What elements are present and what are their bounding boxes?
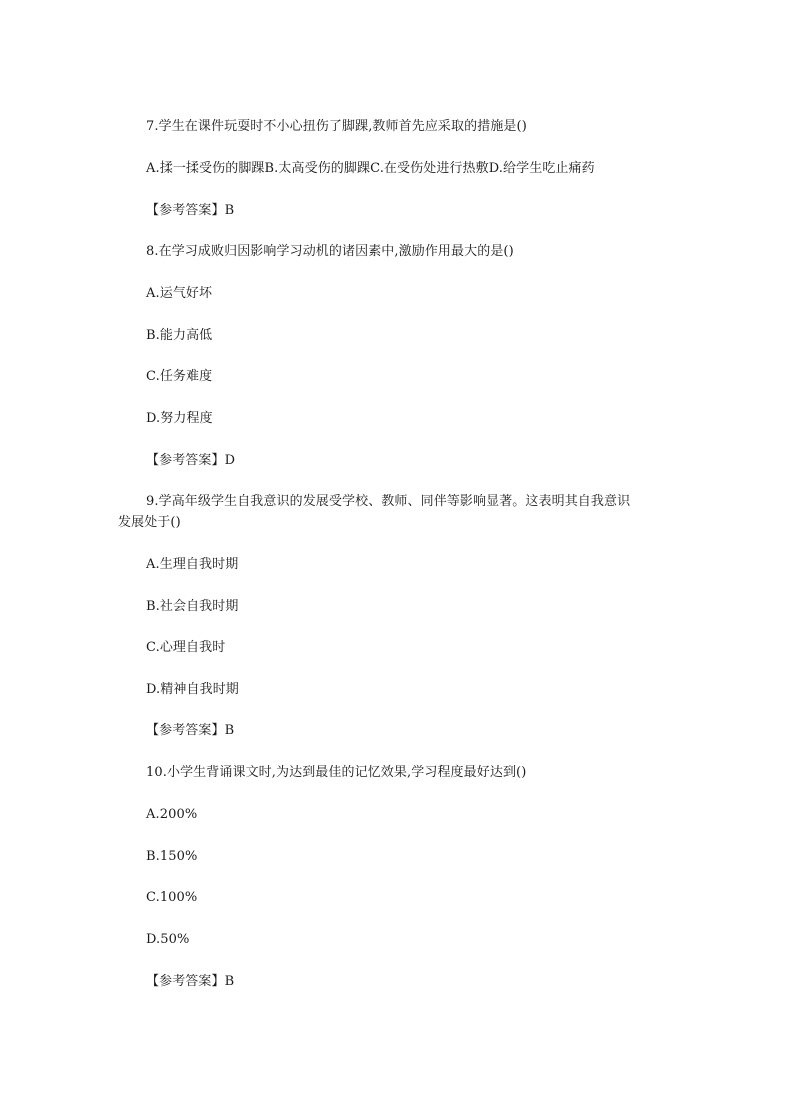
question-10-option-c: C.100% (146, 890, 198, 905)
question-10-option-b: B.150% (146, 849, 198, 864)
question-9-option-d: D.精神自我时期 (146, 682, 239, 697)
question-9-option-c: C.心理自我时 (146, 640, 226, 655)
question-9-option-a: A.生理自我时期 (146, 557, 239, 572)
question-10-stem: 10.小学生背诵课文时,为达到最佳的记忆效果,学习程度最好达到() (146, 765, 527, 780)
question-7-answer: 【参考答案】B (146, 203, 235, 218)
question-7-options: A.揉一揉受伤的脚踝B.太高受伤的脚踝C.在受伤处进行热敷D.给学生吃止痛药 (146, 161, 595, 176)
question-10-answer: 【参考答案】B (146, 974, 235, 989)
question-8-option-d: D.努力程度 (146, 411, 213, 426)
question-8-option-c: C.任务难度 (146, 369, 213, 384)
question-9-stem-line1: 9.学高年级学生自我意识的发展受学校、教师、同伴等影响显著。这表明其自我意识 (146, 494, 631, 509)
question-10-option-a: A.200% (146, 807, 198, 822)
question-9-answer: 【参考答案】B (146, 723, 235, 738)
question-8-stem: 8.在学习成败归因影响学习动机的诸因素中,激励作用最大的是() (146, 244, 514, 259)
question-8-answer: 【参考答案】D (146, 453, 236, 468)
question-9-option-b: B.社会自我时期 (146, 599, 239, 614)
question-8-option-b: B.能力高低 (146, 328, 213, 343)
question-10-option-d: D.50% (146, 932, 190, 947)
question-7-stem: 7.学生在课件玩耍时不小心扭伤了脚踝,教师首先应采取的措施是() (146, 119, 527, 134)
question-8-option-a: A.运气好坏 (146, 286, 213, 301)
question-9-stem-line2: 发展处于() (118, 515, 181, 530)
